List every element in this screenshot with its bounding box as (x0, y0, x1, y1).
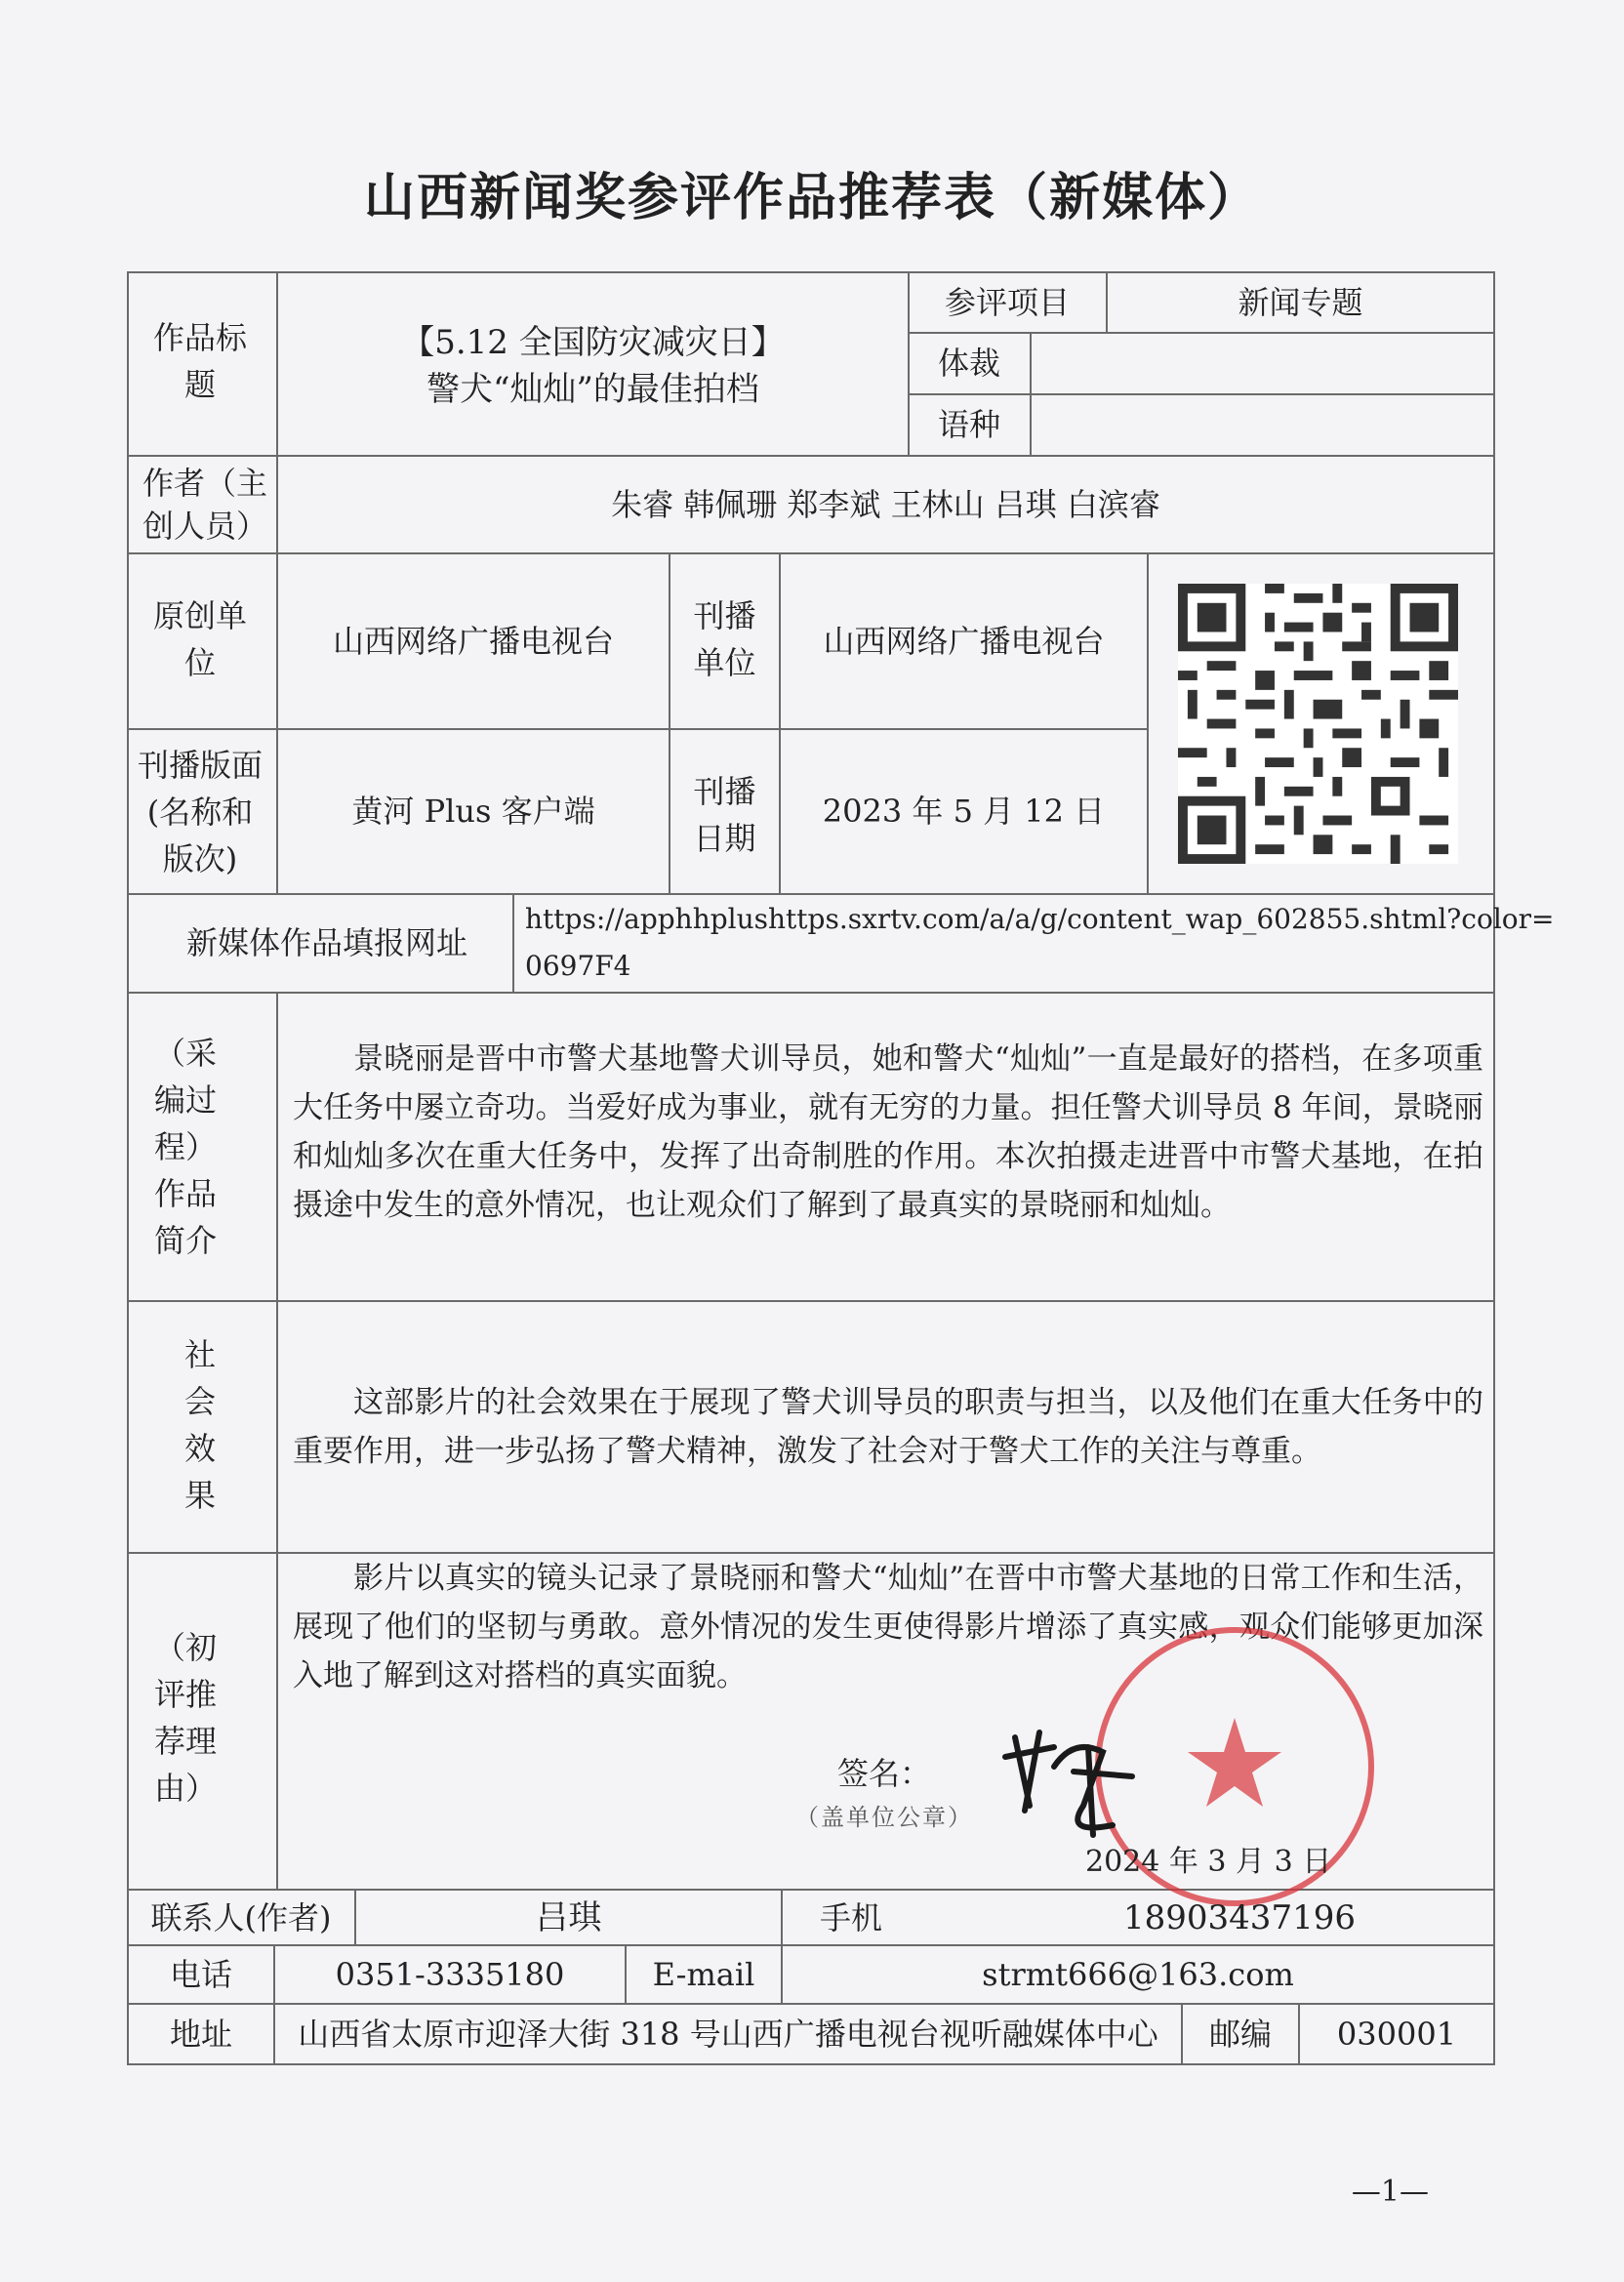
page-number: —1— (1351, 2175, 1429, 2209)
pub-unit-value: 山西网络广播电视台 (823, 623, 1105, 660)
work-title-label: 作品标题 (152, 319, 247, 403)
language-label: 语种 (937, 406, 1000, 443)
genre-label: 体裁 (937, 345, 1000, 382)
sign-date: 2024 年 3 月 3 日 (1085, 1845, 1332, 1879)
sign-label: 签名： (837, 1755, 932, 1792)
genre-value (1032, 334, 1490, 392)
work-title-line-1: 【5.12 全国防灾减灾日】 (401, 323, 785, 362)
process-text: 景晓丽是晋中市警犬基地警犬训导员，她和警犬“灿灿”一直是最好的搭档，在多项重大任务中屡立奇功。当爱好成为事业，就有无穷的力量。担任警犬训导员 8 年间，景晓丽和灿灿多次在重大任务中，发挥了出奇制胜的作用。本次拍摄走进晋中市警犬基地，在拍摄途中发生的意外情况，也让观众们了解到了最真实的景晓丽和灿灿。 (293, 1041, 1483, 1223)
postcode-label: 邮编 (1208, 2016, 1272, 2053)
language-value (1032, 395, 1490, 454)
effect-label: 社会效果 (183, 1336, 216, 1514)
mobile-label: 手机 (819, 1898, 882, 1936)
orig-unit-label: 原创单位 (152, 597, 247, 681)
url-line-2: 0697F4 (525, 950, 631, 982)
page-title: 山西新闻奖参评作品推荐表（新媒体） (363, 169, 1260, 227)
category-value: 新闻专题 (1238, 284, 1363, 321)
signature-icon (995, 1718, 1142, 1845)
mobile-value: 18903437196 (1123, 1897, 1356, 1937)
contact-value: 吕琪 (535, 1897, 602, 1937)
email-label: E-mail (652, 1956, 755, 1993)
pub-unit-label: 刊播单位 (693, 597, 756, 681)
address-value: 山西省太原市迎泽大街 318 号山西广播电视台视听融媒体中心 (298, 2016, 1158, 2053)
reason-text: 影片以真实的镜头记录了景晓丽和警犬“灿灿”在晋中市警犬基地的日常工作和生活，展现了他们的坚韧与勇敢。意外情况的发生更使得影片增添了真实感，观众们能够更加深入地了解到这对搭档的真实面貌。 (293, 1561, 1483, 1693)
phone-label: 电话 (169, 1956, 232, 1993)
orig-unit-value: 山西网络广播电视台 (332, 623, 614, 660)
postcode-value: 030001 (1336, 2016, 1457, 2053)
pub-page-value: 黄河 Plus 客户端 (351, 793, 595, 830)
authors-value: 朱睿 韩佩珊 郑李斌 王林山 吕琪 白滨睿 (611, 486, 1160, 523)
pub-date-value: 2023 年 5 月 12 日 (822, 793, 1106, 830)
url-line-1: https://apphhplushttps.sxrtv.com/a/a/g/content_wap_602855.shtml?color= (525, 903, 1555, 935)
pub-date-label: 刊播日期 (693, 773, 756, 857)
authors-label: 作者（主创人员） (142, 465, 267, 545)
reason-label: （初评推荐理由） (154, 1629, 218, 1807)
work-title-line-2: 警犬“灿灿”的最佳拍档 (426, 370, 759, 409)
email-value: strmt666@163.com (982, 1956, 1294, 1993)
category-label: 参评项目 (944, 284, 1070, 321)
address-label: 地址 (169, 2016, 232, 2053)
pub-page-label: 刊播版面(名称和版次) (137, 747, 263, 877)
phone-value: 0351-3335180 (335, 1956, 565, 1993)
url-label: 新媒体作品填报网址 (185, 924, 467, 961)
effect-text: 这部影片的社会效果在于展现了警犬训导员的职责与担当，以及他们在重大任务中的重要作用，进一步弘扬了警犬精神，激发了社会对于警犬工作的关注与尊重。 (293, 1385, 1483, 1469)
seal-note: （盖单位公章） (795, 1804, 973, 1831)
work-title-value (278, 278, 908, 454)
qr-code-icon (1178, 584, 1458, 864)
process-label: （采编过程）作品简介 (154, 1035, 218, 1259)
contact-label: 联系人(作者) (150, 1898, 332, 1936)
